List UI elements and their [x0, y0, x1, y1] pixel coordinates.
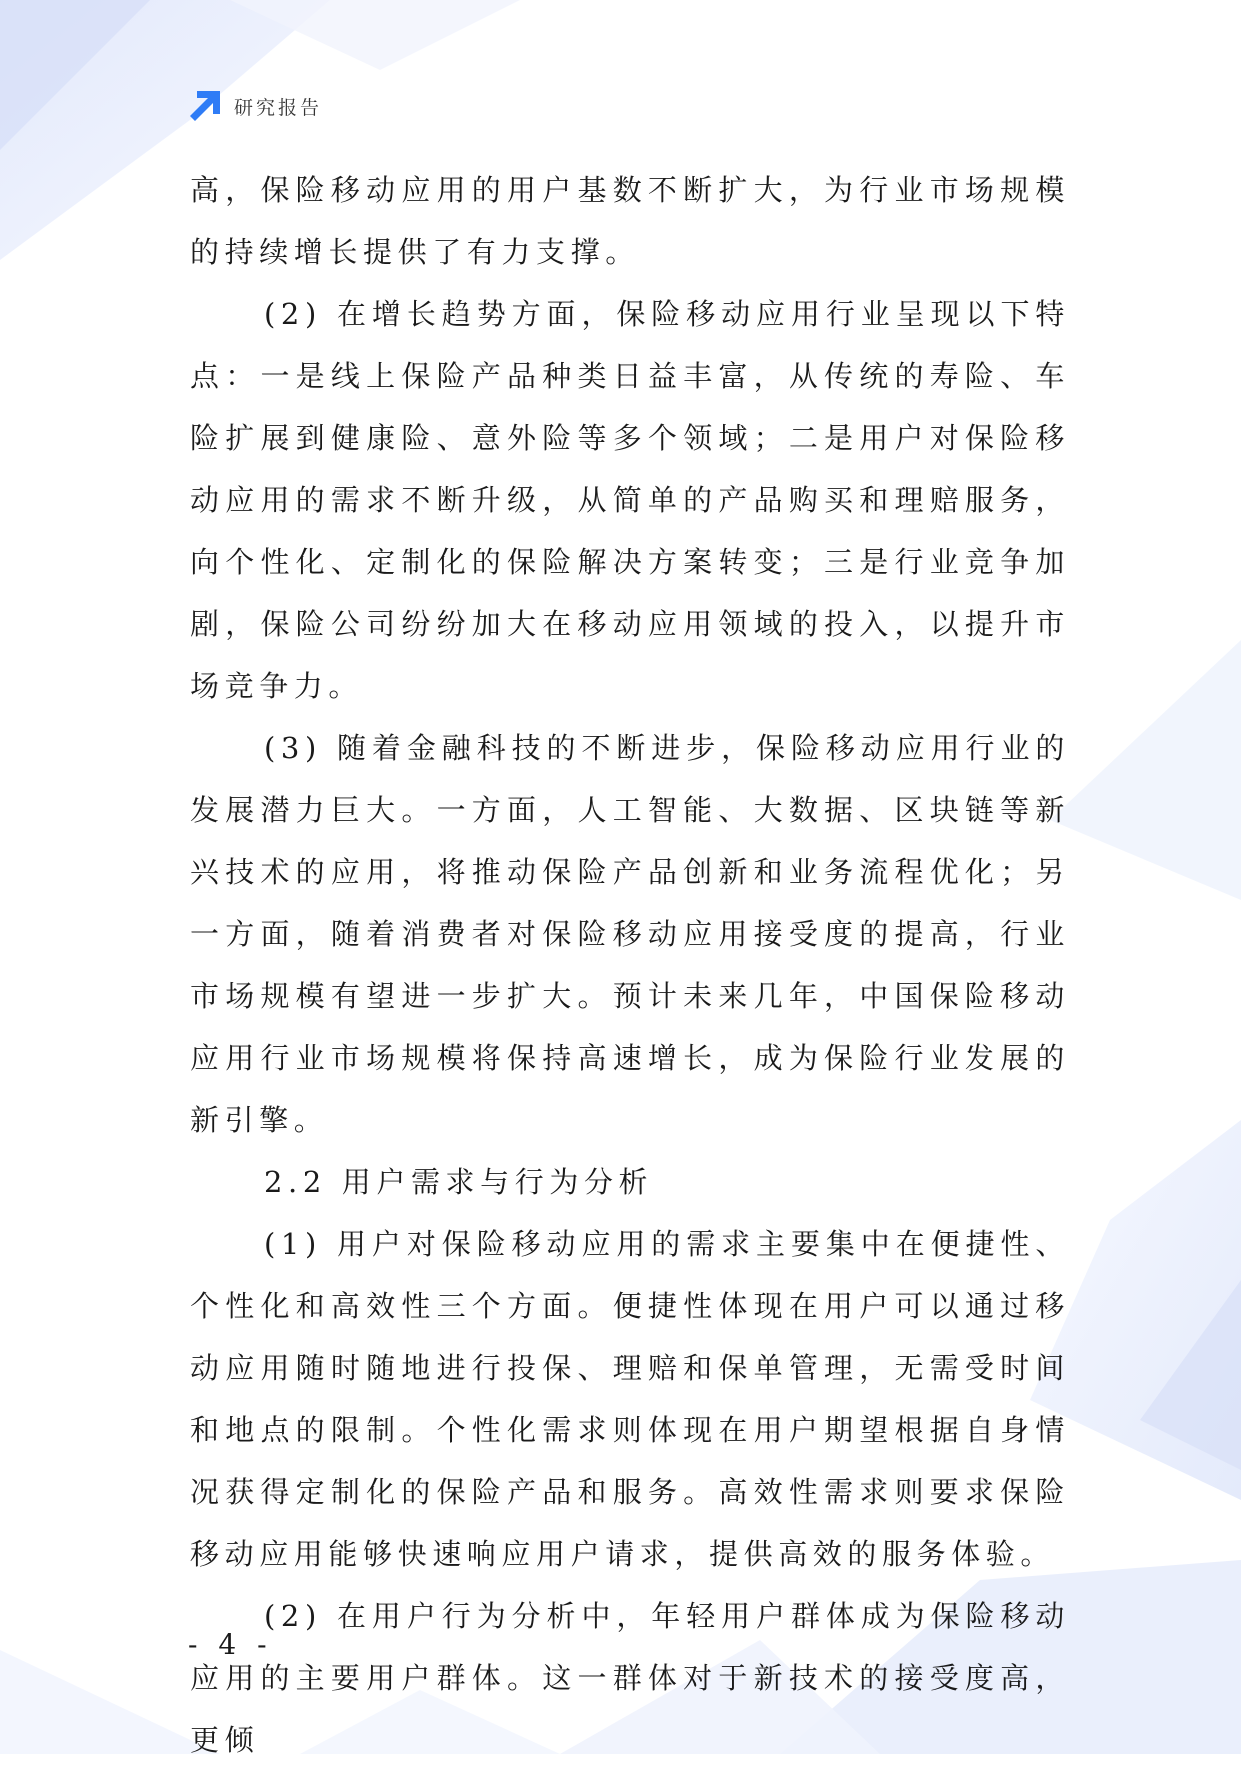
arrow-up-right-icon	[188, 89, 222, 123]
page-number: - 4 -	[188, 1628, 273, 1661]
report-header	[188, 88, 322, 124]
document-body	[190, 159, 1070, 1771]
paragraph-development-potential: (3) 随着金融科技的不断进步，保险移动应用行业的发展潜力巨大。一方面，人工智能、大数据、区块链等新兴技术的应用，将推动保险产品创新和业务流程优化；另一方面，随着消费者对保险移动应用接受度的提高，行业市场规模有望进一步扩大。预计未来几年，中国保险移动应用行业市场规模将保持高速增长，成为保险行业发展的新引擎。	[190, 731, 1070, 1137]
paragraph-continuation: 高，保险移动应用的用户基数不断扩大，为行业市场规模的持续增长提供了有力支撑。	[190, 173, 1070, 269]
header-title: 研究报告	[234, 96, 323, 119]
paragraph-user-behavior: (2) 在用户行为分析中，年轻用户群体成为保险移动应用的主要用户群体。这一群体对于新技术的接受度高，更倾	[190, 1599, 1070, 1757]
section-heading: 2.2 用户需求与行为分析	[264, 1165, 654, 1199]
paragraph-user-needs: (1) 用户对保险移动应用的需求主要集中在便捷性、个性化和高效性三个方面。便捷性体现在用户可以通过移动应用随时随地进行投保、理赔和保单管理，无需受时间和地点的限制。个性化需求则体现在用户期望根据自身情况获得定制化的保险产品和服务。高效性需求则要求保险移动应用能够快速响应用户请求，提供高效的服务体验。	[190, 1227, 1070, 1571]
paragraph-growth-trend: (2) 在增长趋势方面，保险移动应用行业呈现以下特点：一是线上保险产品种类日益丰富，从传统的寿险、车险扩展到健康险、意外险等多个领域；二是用户对保险移动应用的需求不断升级，从简单的产品购买和理赔服务，向个性化、定制化的保险解决方案转变；三是行业竞争加剧，保险公司纷纷加大在移动应用领域的投入，以提升市场竞争力。	[190, 297, 1070, 703]
